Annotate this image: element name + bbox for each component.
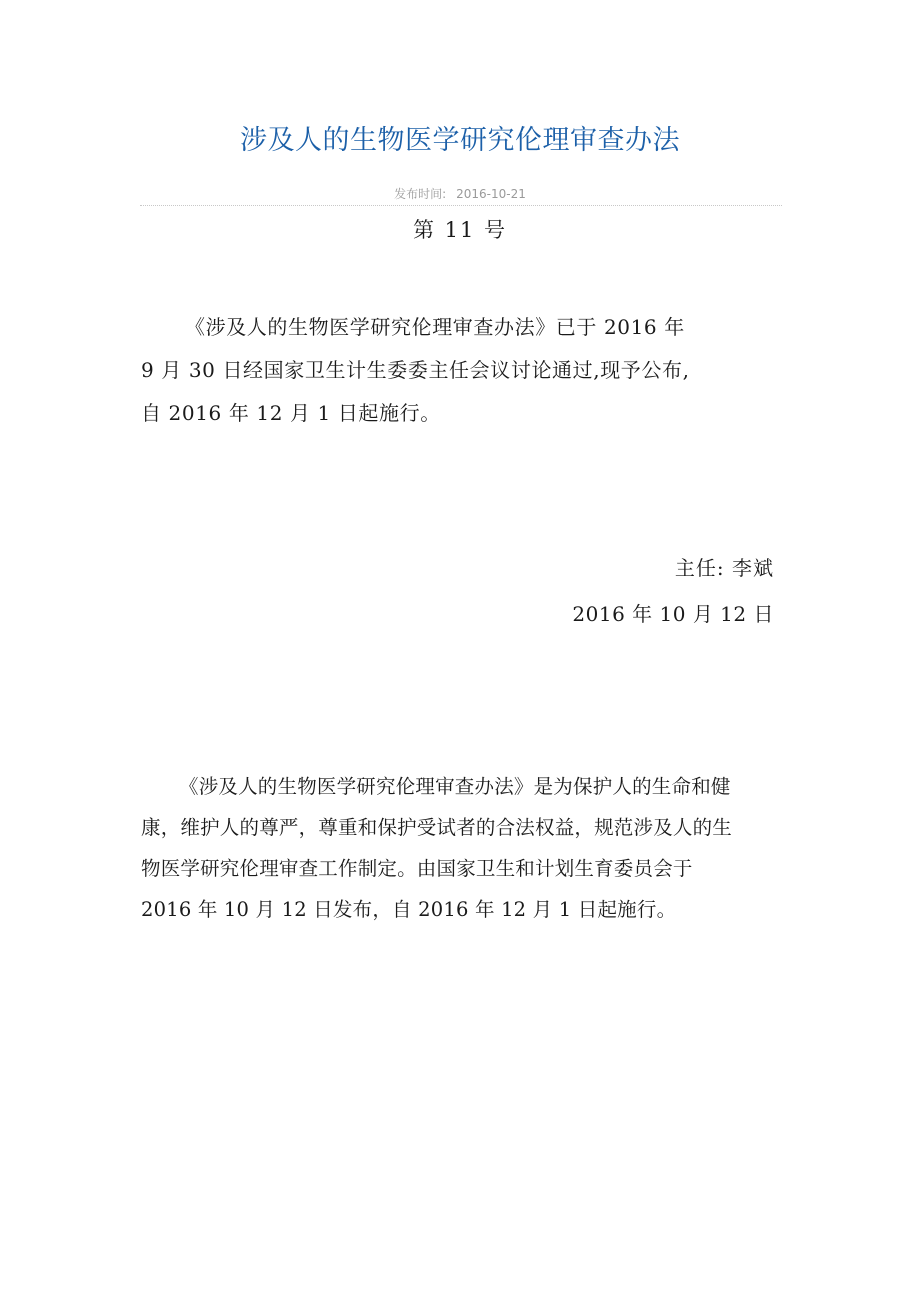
signature-name: 主任: 李斌 [674, 556, 774, 580]
publish-info [0, 185, 920, 202]
publish-label: 发布时间: [394, 187, 447, 201]
summary-line: 2016 年 10 月 12 日发布，自 2016 年 12 月 1 日起施行。 [141, 898, 677, 921]
document-number: 第 11 号 [412, 218, 508, 242]
announcement-line: 《涉及人的生物医学研究伦理审查办法》已于 2016 年 [185, 315, 685, 339]
summary-line: 物医学研究伦理审查工作制定。由国家卫生和计划生育委员会于 [141, 857, 693, 880]
summary-paragraph [141, 766, 781, 930]
announcement-line: 自 2016 年 12 月 1 日起施行。 [141, 401, 441, 425]
summary-line: 康，维护人的尊严，尊重和保护受试者的合法权益，规范涉及人的生 [141, 816, 733, 839]
signature-date: 2016 年 10 月 12 日 [572, 602, 774, 626]
publish-date: 2016-10-21 [456, 187, 526, 201]
announcement-line: 9 月 30 日经国家卫生计生委委主任会议讨论通过,现予公布, [141, 358, 690, 382]
header-divider [140, 205, 782, 206]
page-title: 涉及人的生物医学研究伦理审查办法 [240, 125, 680, 156]
summary-line: 《涉及人的生物医学研究伦理审查办法》是为保护人的生命和健 [179, 775, 731, 798]
announcement-paragraph [141, 306, 781, 435]
